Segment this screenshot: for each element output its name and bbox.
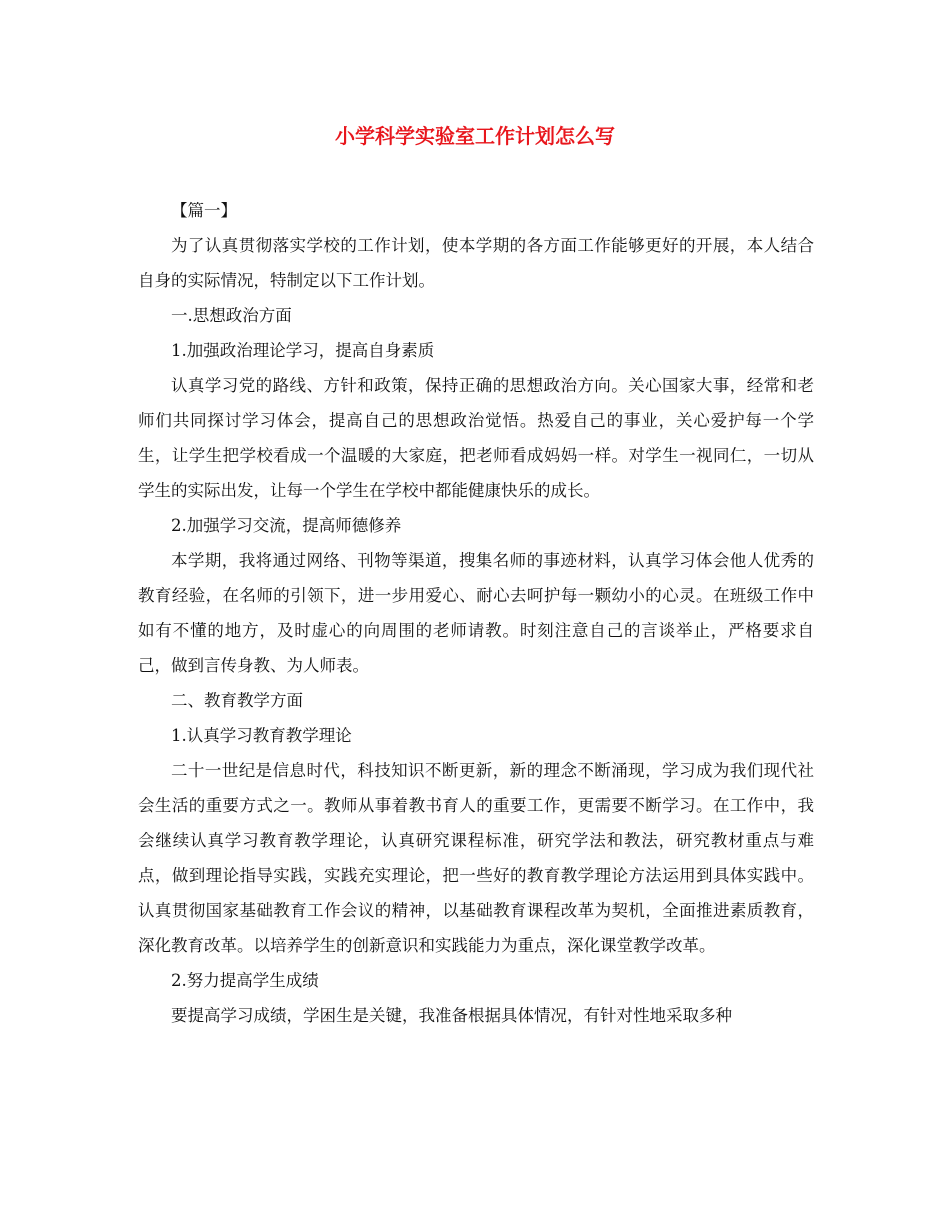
body-paragraph: 认真学习党的路线、方针和政策，保持正确的思想政治方向。关心国家大事，经常和老师们共同探讨学习体会，提高自己的思想政治觉悟。热爱自己的事业，关心爱护每一个学生，让学生把学校看成一个温暖的大家庭，把老师看成妈妈一样。对学生一视同仁，一切从学生的实际出发，让每一个学生在学校中都能健康快乐的成长。 xyxy=(138,376,814,500)
section-heading-1: 一.思想政治方面 xyxy=(171,306,292,325)
intro-paragraph: 为了认真贯彻落实学校的工作计划，使本学期的各方面工作能够更好的开展，本人结合自身的实际情况，特制定以下工作计划。 xyxy=(138,236,814,290)
body-paragraph: 二十一世纪是信息时代，科技知识不断更新，新的理念不断涌现，学习成为我们现代社会生活的重要方式之一。教师从事着教书育人的重要工作，更需要不断学习。在工作中，我会继续认真学习教育教学理论，认真研究课程标准，研究学法和教法，研究教材重点与难点，做到理论指导实践，实践充实理论，把一些好的教育教学理论方法运用到具体实践中。认真贯彻国家基础教育工作会议的精神，以基础教育课程改革为契机，全面推进素质教育，深化教育改革。以培养学生的创新意识和实践能力为重点，深化课堂教学改革。 xyxy=(138,761,814,955)
subheading-2-1: 1.认真学习教育教学理论 xyxy=(171,726,352,745)
document-title: 小学科学实验室工作计划怎么写 xyxy=(335,124,615,148)
document-body xyxy=(138,193,814,1033)
subheading-1-1: 1.加强政治理论学习，提高自身素质 xyxy=(171,341,435,360)
body-paragraph: 本学期，我将通过网络、刊物等渠道，搜集名师的事迹材料，认真学习体会他人优秀的教育经验，在名师的引领下，进一步用爱心、耐心去呵护每一颗幼小的心灵。在班级工作中如有不懂的地方，及时虚心的向周围的老师请教。时刻注意自己的言谈举止，严格要求自己，做到言传身教、为人师表。 xyxy=(138,551,814,675)
section-heading-2: 二、教育教学方面 xyxy=(171,691,303,710)
body-paragraph: 要提高学习成绩，学困生是关键，我准备根据具体情况，有针对性地采取多种 xyxy=(171,1006,732,1025)
subheading-1-2: 2.加强学习交流，提高师德修养 xyxy=(171,516,402,535)
subheading-2-2: 2.努力提高学生成绩 xyxy=(171,971,319,990)
section-marker: 【篇一】 xyxy=(171,201,237,220)
